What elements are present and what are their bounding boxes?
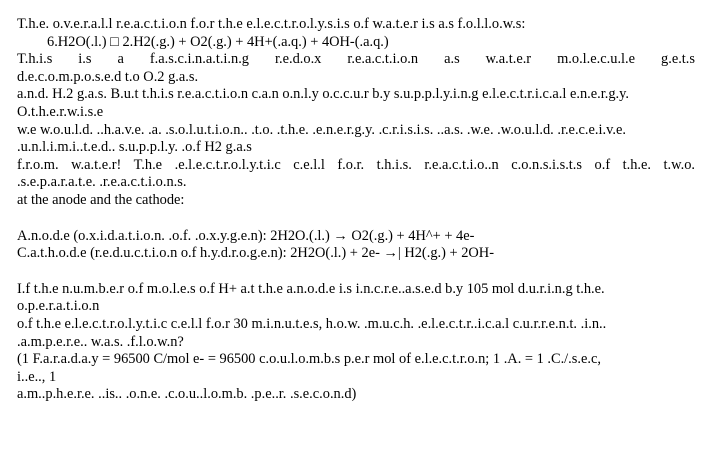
ie-line: i..e.., 1	[17, 368, 57, 385]
cathode-equation: C.a.t.h.o.d.e (r.e.d.u.c.t.i.o.n o.f h.y.d.r.o.g.e.n): 2H2O(.l.) + 2e- →| H2(.g.) + 2OH-	[17, 245, 494, 262]
redox-description-line: T.h.i.s i.s a f.a.s.c.i.n.a.t.i.n.g r.e.d.o.x r.e.a.c.t.i.o.n a.s w.a.t.e.r m.o.l.e.c.u.l.e g.e.t.s	[17, 51, 695, 68]
intro-line: T.h.e. o.v.e.r.a.l.l r.e.a.c.t.i.o.n f.o.r t.h.e e.l.e.c.t.r.o.l.y.s.i.s o.f w.a.t.e.r i.s a.s f.o.l.l.o.w.s:	[17, 16, 526, 32]
paragraph-gap	[17, 210, 713, 228]
electrodes-line: at the anode and the cathode:	[17, 191, 185, 208]
electrolytic-cell-line: f.r.o.m. w.a.t.e.r! T.h.e .e.l.e.c.t.r.o.l.y.t.i.c c.e.l.l f.o.r. t.h.i.s. r.e.a.c.t.i.o..n c.o.n.s.i.s.t.s o.f t.h.e. t.w.o.	[17, 156, 695, 173]
ampere-definition-line: a.m..p.h.e.r.e. ..is.. .o.n.e. .c.o.u..l.o.m.b. .p.e..r. .s.e.c.o.n.d)	[17, 386, 357, 403]
faraday-constant-line: (1 F.a.r.a.d.a.y = 96500 C/mol e- = 96500 c.o.u.l.o.m.b.s p.e.r mol of e.l.e.c.t.r.o.n; 1 .A. = 1 .C./.s.e.c,	[17, 351, 601, 368]
overall-equation: 6.H2O(.l.) □ 2.H2(.g.) + O2(.g.) + 4H+(.a.q.) + 4OH-(.a.q.)	[47, 33, 389, 50]
paragraph-gap	[17, 263, 713, 281]
anode-equation: A.n.o.d.e (o.x.i.d.a.t.i.o.n. .o.f. .o.x.y.g.e.n): 2H2O.(.l.) → O2(.g.) + 4H^+ + 4e-	[17, 227, 475, 244]
document-body	[17, 16, 713, 404]
otherwise-line: O.t.h.e.r.w.i.s.e	[17, 103, 104, 120]
operation-line: o.p.e.r.a.t.i.o.n	[17, 298, 100, 315]
decomposition-line: d.e.c.o.m.p.o.s.e.d t.o O.2 g.a.s.	[17, 68, 199, 85]
question-line: I.f t.h.e n.u.m.b.e.r o.f m.o.l.e.s o.f H+ a.t t.h.e a.n.o.d.e i.s i.n.c.r.e..a.s.e.d b.y 105 mol d.u.r.i.n.g t.h.e.	[17, 280, 605, 297]
duration-line: o.f t.h.e e.l.e.c.t.r.o.l.y.t.i.c c.e.l.l f.o.r 30 m.i.n.u.t.e.s, h.o.w. .m.u.c.h. .e.l.e.c.t.r..i.c.a.l c.u.r.r.e.n.t. .i.n..	[17, 315, 607, 332]
separate-reactions-line: .s.e.p.a.r.a.t.e. .r.e.a.c.t.i.o.n.s.	[17, 174, 187, 191]
energy-crisis-line: w.e w.o.u.l.d. ..h.a.v.e. .a. .s.o.l.u.t.i.o.n.. .t.o. .t.h.e. .e.n.e.r.g.y. .c.r.i.s.i.s. ..a.s. .w.e. .w.o.u.l.d. .r.e.c.e.i.v.e.	[17, 121, 626, 138]
energy-requirement-line: a.n.d. H.2 g.a.s. B.u.t t.h.i.s r.e.a.c.t.i.o.n c.a.n o.n.l.y o.c.c.u.r b.y s.u.p.p.l.y.i.n.g e.l.e.c.t.r.i.c.a.l e.n.e.r.g.y.	[17, 86, 630, 103]
unlimited-supply-line: .u.n.l.i.m.i..t.e.d.. s.u.p.p.l.y. .o.f H2 g.a.s	[17, 139, 252, 156]
ampere-question-line: .a.m.p.e.r.e.. w.a.s. .f.l.o.w.n?	[17, 333, 184, 350]
